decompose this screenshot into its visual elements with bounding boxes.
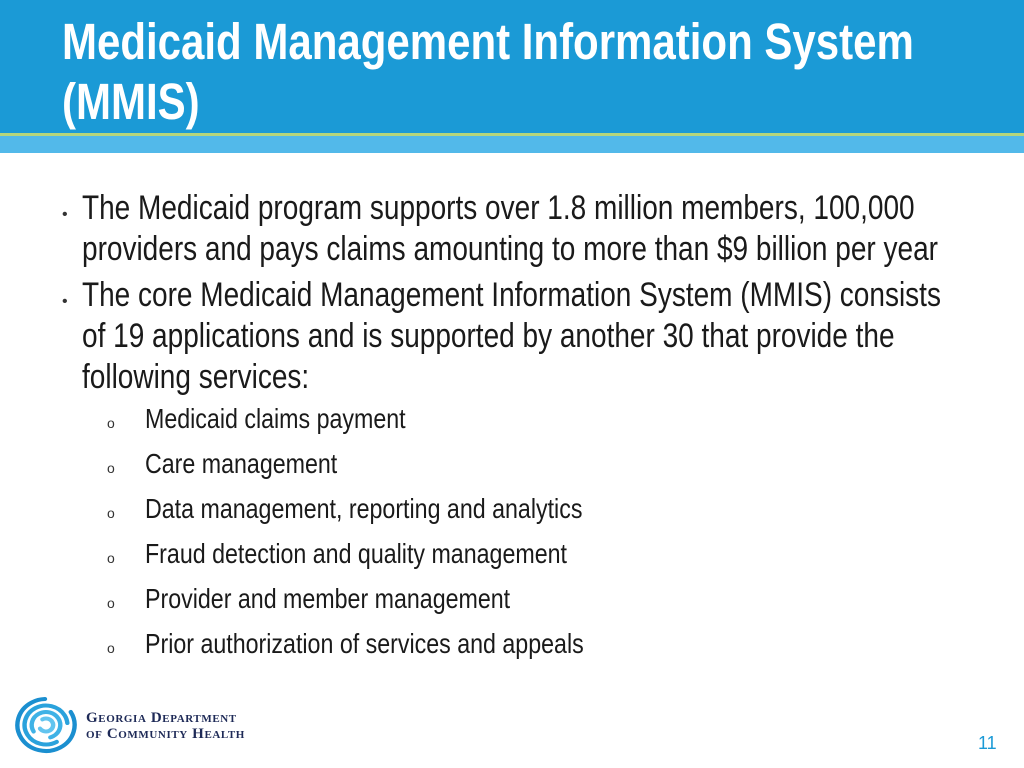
sub-bullet-marker: o [107, 550, 115, 566]
sub-bullet-text: Care management [145, 447, 338, 479]
sub-bullet-text: Prior authorization of services and appeals [145, 627, 584, 659]
sub-bullet-text: Medicaid claims payment [145, 402, 406, 434]
bullet-text: The core Medicaid Management Information System (MMIS) consists of 19 applications and is supported by another 30 that provide the following services: [82, 276, 941, 396]
sub-bullet-marker: o [107, 505, 115, 521]
bullet-item [62, 275, 962, 398]
swirl-globe-icon [13, 696, 79, 754]
sub-bullet-item [107, 533, 907, 578]
bullet-marker: • [62, 293, 68, 310]
logo-text-line-1: Georgia Department [86, 710, 237, 726]
header-stripe [0, 136, 1024, 153]
sub-bullet-marker: o [107, 640, 115, 656]
sub-bullet-item [107, 488, 907, 533]
bullet-marker: • [62, 206, 68, 223]
bullet-item [62, 188, 962, 270]
sub-bullet-marker: o [107, 460, 115, 476]
logo-arc [36, 716, 56, 734]
sub-bullet-item [107, 623, 907, 668]
sub-bullet-item [107, 398, 907, 443]
agency-logo-text [86, 710, 256, 742]
sub-bullet-item [107, 578, 907, 623]
sub-bullet-text: Provider and member management [145, 582, 511, 614]
logo-text-line-2: of Community Health [86, 726, 245, 742]
sub-bullet-item [107, 443, 907, 488]
sub-bullet-list [107, 398, 907, 668]
bullet-text: The Medicaid program supports over 1.8 million members, 100,000 providers and pays claims amounting to more than $9 billion per year [82, 189, 938, 268]
slide-header [0, 0, 1024, 133]
bullet-list [62, 188, 962, 403]
slide-title: Medicaid Management Information System (MMIS) [62, 13, 914, 130]
logo-arc-group [13, 696, 79, 754]
page-number: 11 [978, 733, 997, 753]
sub-bullet-marker: o [107, 415, 115, 431]
sub-bullet-text: Data management, reporting and analytics [145, 492, 583, 524]
sub-bullet-marker: o [107, 595, 115, 611]
sub-bullet-text: Fraud detection and quality management [145, 537, 567, 569]
